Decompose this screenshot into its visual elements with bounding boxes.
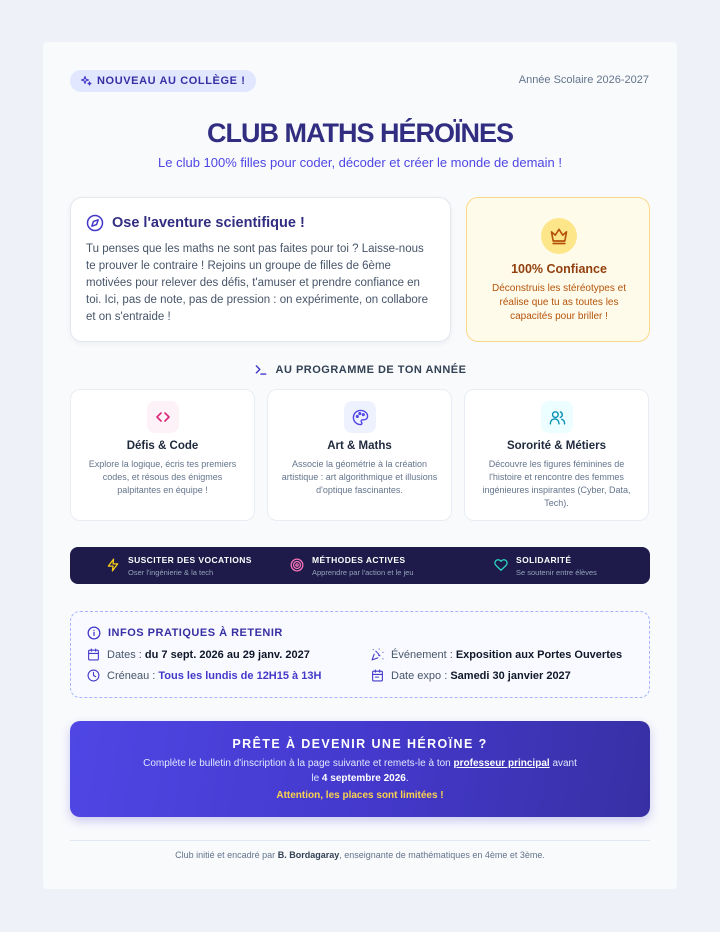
confidence-title: 100% Confiance [511,262,607,276]
feature-title: Sororité & Métiers [506,440,607,452]
code-icon [155,409,171,425]
value-sub: Se soutenir entre élèves [516,568,597,577]
cta-text: . [405,773,409,784]
compass-icon [86,214,104,232]
teacher-link[interactable]: professeur principal [453,758,550,769]
badge-text: NOUVEAU AU COLLÈGE ! [97,75,246,87]
expo-label: Date expo : [391,669,448,682]
value-item [494,555,597,577]
feature-icon-box [147,401,179,433]
value-title: SUSCITER DES VOCATIONS [128,555,252,565]
feature-icon-box [344,401,376,433]
info-expo-date [371,669,571,682]
confidence-text: Déconstruis les stéréotypes et réalise que tu as toutes les capacités pour briller ! [492,283,626,322]
intro-title: Ose l'aventure scientifique ! [112,215,305,231]
value-item [290,555,414,577]
new-badge [70,70,256,92]
dates-label: Dates : [107,648,142,661]
terminal-icon [254,363,268,377]
feature-text: Découvre les figures féminines de l'histoire et rencontre des femmes ingénieures inspirantes (Cyber, Data, Tech). [482,459,631,508]
cta-text: avant [552,758,577,769]
users-icon [549,409,566,426]
info-slot [87,669,321,682]
info-event [371,648,622,661]
event-value: Exposition aux Portes Ouvertes [455,648,623,661]
confidence-card [466,197,650,342]
dates-value: du 7 sept. 2026 au 29 janv. 2027 [144,648,310,661]
calendar-icon [87,648,100,661]
page-title: CLUB MATHS HÉROÏNES [206,118,513,148]
crown-icon [549,226,569,246]
feature-card-code [70,389,255,521]
deadline-date: 4 septembre 2026 [321,773,406,784]
bolt-icon [106,558,120,572]
calendar-check-icon [371,669,384,682]
sparkles-icon [80,75,92,87]
value-sub: Oser l'ingénierie & la tech [128,568,214,577]
feature-title: Défis & Code [126,440,199,452]
heart-icon [494,558,508,572]
palette-icon [352,409,369,426]
feature-text: Associe la géométrie à la création artistique : art algorithmique et illusions d'optique fascinantes. [281,459,438,495]
program-section-title [43,363,677,377]
slot-value: Tous les lundis de 12H15 à 13H [158,669,322,682]
school-year: Année Scolaire 2026-2027 [518,74,649,86]
slot-label: Créneau : [107,669,156,682]
intro-text: Tu penses que les maths ne sont pas faites pour toi ? Laisse-nous te prouver le contraire ! Rejoins un groupe de filles de 6ème motivées pour relever des défis, t'amuser et prendre confiance en toi. Ici, pas de note, pas de pression : on expérimente, on collabore et on s'entraide ! [86,243,429,323]
info-icon [87,626,101,640]
info-dates [87,648,310,661]
footer-credit [43,850,677,860]
value-title: MÉTHODES ACTIVES [312,555,406,565]
footer-divider [70,840,650,841]
program-title: AU PROGRAMME DE TON ANNÉE [275,364,467,376]
cta-line-2 [70,773,650,784]
feature-icon-box [541,401,573,433]
footer-text: , enseignante de mathématiques en 4ème et 3ème. [339,850,545,860]
cta-title: PRÊTE À DEVENIR UNE HÉROÏNE ? [232,737,488,751]
cta-warning: Attention, les places sont limitées ! [276,790,444,801]
teacher-name: B. Bordagaray [277,850,340,860]
feature-card-art [267,389,452,521]
page-subtitle: Le club 100% filles pour coder, décoder et créer le monde de demain ! [158,155,562,170]
infos-title: INFOS PRATIQUES À RETENIR [108,627,283,639]
crown-badge [541,218,577,254]
values-band [70,547,650,584]
cta-text: Complète le bulletin d'inscription à la page suivante et remets-le à ton [143,758,451,769]
feature-card-sorority [464,389,649,521]
footer-text: Club initié et encadré par [175,850,276,860]
event-label: Événement : [391,648,453,661]
target-icon [290,558,304,572]
feature-text: Explore la logique, écris tes premiers codes, et résous des énigmes palpitantes en équipe ! [88,459,237,495]
practical-info-box [70,611,650,698]
call-to-action [70,721,650,817]
clock-icon [87,669,100,682]
flyer-page [43,42,677,889]
intro-card [70,197,451,342]
feature-title: Art & Maths [327,440,392,452]
expo-value: Samedi 30 janvier 2027 [450,669,571,682]
value-item [106,555,252,577]
party-popper-icon [371,648,384,661]
value-title: SOLIDARITÉ [516,555,572,565]
cta-text: le [311,773,320,784]
value-sub: Apprendre par l'action et le jeu [312,568,414,577]
cta-line-1 [70,758,650,769]
